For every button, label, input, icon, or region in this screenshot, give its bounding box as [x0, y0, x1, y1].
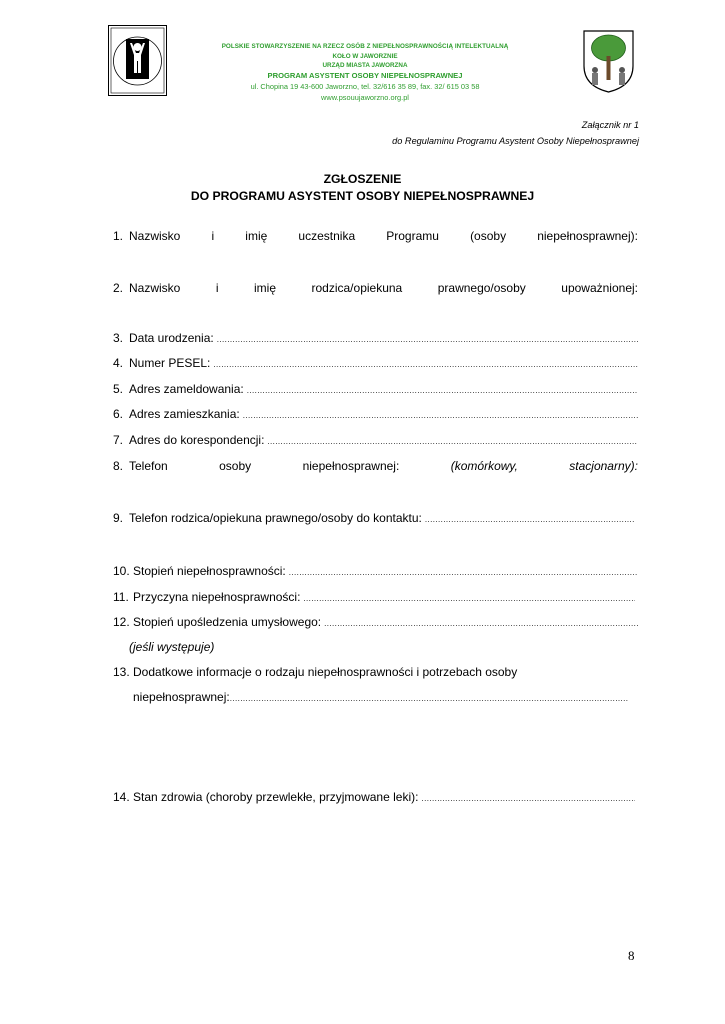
- form-title: ZGŁOSZENIE: [323, 172, 402, 186]
- pesel-input-line[interactable]: [213, 356, 638, 370]
- org-branch: KOŁO W JAWORZNIE: [332, 53, 398, 60]
- item-label: Adres zameldowania:: [129, 382, 244, 396]
- health-status-input-line-5[interactable]: [133, 891, 628, 903]
- health-status-input-line-6[interactable]: [133, 915, 628, 927]
- org-address: ul. Chopina 19 43-600 Jaworzno, tel. 32/616 35 89, fax. 32/ 615 03 58: [250, 82, 480, 91]
- health-status-input-line-3[interactable]: [133, 841, 628, 853]
- additional-info-input-line[interactable]: [230, 690, 628, 704]
- org-partner: URZĄD MIASTA JAWORZNA: [322, 62, 408, 69]
- birth-date-input-line[interactable]: [217, 331, 638, 345]
- item-label: Stopień upośledzenia umysłowego:: [133, 615, 322, 629]
- item-number: 1.: [113, 229, 124, 243]
- health-status-input-line-4[interactable]: [133, 866, 628, 878]
- association-logo: [108, 25, 167, 96]
- item-number: 2.: [113, 281, 124, 295]
- participant-name-input-line[interactable]: [133, 256, 638, 268]
- item-label: Numer PESEL:: [129, 356, 211, 370]
- item-number: 7.: [113, 433, 124, 447]
- correspondence-address-input-line[interactable]: [267, 433, 638, 447]
- residence-address-input-line[interactable]: [243, 407, 638, 421]
- item-label: Stan zdrowia (choroby przewlekłe, przyjmowane leki):: [133, 790, 419, 804]
- item-number: 4.: [113, 356, 124, 370]
- intellectual-disability-input-line[interactable]: [324, 615, 638, 629]
- disabled-person-phone-input-line[interactable]: [133, 485, 638, 497]
- item-number: 3.: [113, 331, 124, 345]
- item-label: Telefon osoby niepełnosprawnej: (komórkowy, stacjonarny):: [129, 459, 638, 473]
- item-number: 13.: [113, 665, 130, 679]
- annex-reference: [392, 117, 639, 149]
- item-label: Telefon rodzica/opiekuna prawnego/osoby do kontaktu:: [129, 511, 422, 525]
- organization-header: [180, 42, 550, 103]
- form-subtitle: DO PROGRAMU ASYSTENT OSOBY NIEPEŁNOSPRAWNEJ: [190, 189, 535, 203]
- guardian-phone-input-line-2[interactable]: [133, 538, 629, 550]
- guardian-phone-input-line[interactable]: [425, 511, 635, 525]
- additional-info-input-line-4[interactable]: [133, 766, 628, 778]
- item-label: Adres do korespondencji:: [129, 433, 265, 447]
- item-label: Nazwisko i imię uczestnika Programu (osoby niepełnosprawnej):: [129, 229, 638, 243]
- health-status-input-line[interactable]: [421, 790, 635, 804]
- item-label: Adres zamieszkania:: [129, 407, 240, 421]
- item-label: Stopień niepełnosprawności:: [133, 564, 286, 578]
- registered-address-input-line[interactable]: [247, 382, 638, 396]
- city-coat-of-arms: [581, 28, 636, 94]
- annex-regulation: do Regulaminu Programu Asystent Osoby Niepełnosprawnej: [392, 136, 639, 146]
- item-number: 8.: [113, 459, 124, 473]
- guardian-name-input-line[interactable]: [133, 308, 638, 320]
- additional-info-input-line-2[interactable]: [133, 717, 628, 729]
- item-number: 10.: [113, 564, 130, 578]
- health-status-input-line-2[interactable]: [133, 817, 628, 829]
- program-name: PROGRAM ASYSTENT OSOBY NIEPEŁNOSPRAWNEJ: [267, 71, 463, 80]
- org-website: www.psouujaworzno.org.pl: [321, 93, 409, 102]
- item-label: Dodatkowe informacje o rodzaju niepełnosprawności i potrzebach osoby: [133, 665, 518, 679]
- page-number: 8: [628, 948, 635, 963]
- item-label: Przyczyna niepełnosprawności:: [133, 590, 301, 604]
- item-label: Nazwisko i imię rodzica/opiekuna prawnego/osoby upoważnionej:: [129, 281, 638, 295]
- conditional-note: (jeśli występuje): [129, 640, 215, 654]
- annex-number: Załącznik nr 1: [581, 120, 639, 130]
- item-label: Data urodzenia:: [129, 331, 214, 345]
- item-number: 6.: [113, 407, 124, 421]
- org-name: POLSKIE STOWARZYSZENIE NA RZECZ OSÓB Z NIEPEŁNOSPRAWNOŚCIĄ INTELEKTUALNĄ: [221, 43, 509, 50]
- item-number: 14.: [113, 790, 130, 804]
- item-number: 5.: [113, 382, 124, 396]
- item-label-cont: niepełnosprawnej:: [133, 690, 230, 704]
- additional-info-input-line-3[interactable]: [133, 741, 628, 753]
- disability-degree-input-line[interactable]: [289, 564, 638, 578]
- disability-cause-input-line[interactable]: [303, 590, 635, 604]
- item-number: 12.: [113, 615, 130, 629]
- item-number: 9.: [113, 511, 124, 525]
- item-number: 11.: [113, 590, 129, 604]
